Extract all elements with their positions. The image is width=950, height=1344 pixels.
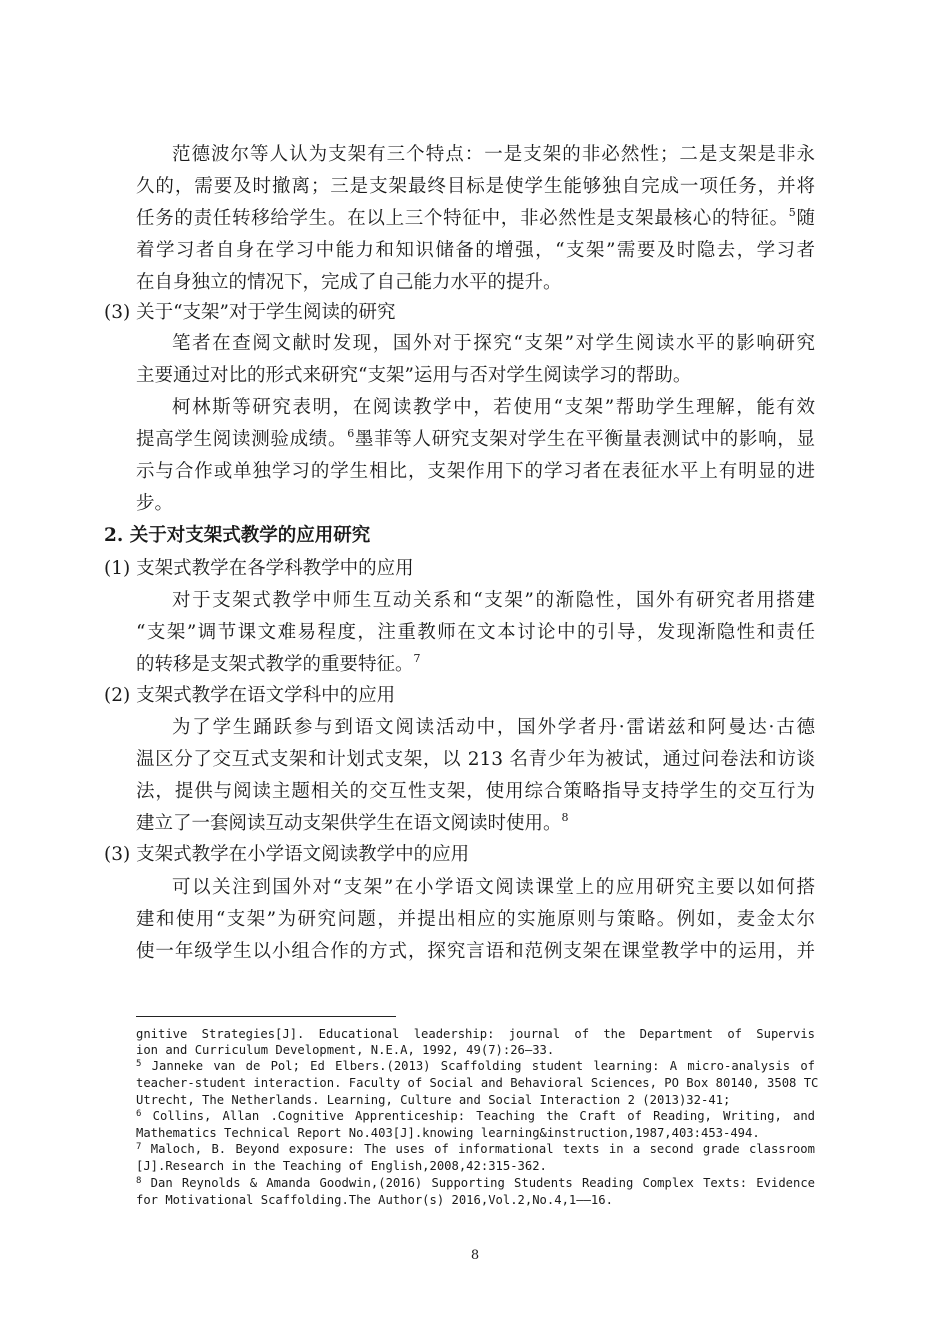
footnote-line: ion and Curriculum Development, N.E.A, 1992, 49(7):26—33. xyxy=(136,1043,555,1057)
footnote-line xyxy=(136,1058,815,1075)
footnote-ref: 8 xyxy=(561,811,569,824)
body-text: 的转移是支架式教学的重要特征。 xyxy=(136,654,414,675)
footnote-line: for Motivational Scaffolding.The Author(s) 2016,Vol.2,No.4,1——16. xyxy=(136,1193,613,1207)
footnote-text: Collins, Allan .Cognitive Apprenticeship: Teaching the Craft of Reading, Writing, and xyxy=(152,1109,816,1123)
body-line: 范德波尔等人认为支架有三个特点：一是支架的非必然性；二是支架是非永 xyxy=(172,144,815,165)
body-line: 在自身独立的情况下，完成了自己能力水平的提升。 xyxy=(136,272,562,293)
footnote-number: 6 xyxy=(136,1109,142,1119)
body-line: 步。 xyxy=(136,493,174,514)
footnote-ref: 5 xyxy=(788,206,796,219)
footnote-line: Mathematics Technical Report No.403[J].knowing learning&instruction,1987,403:453-494. xyxy=(136,1126,760,1140)
footnote-number: 8 xyxy=(136,1176,142,1186)
footnote-line: gnitive Strategies[J]. Educational leadership: journal of the Department of Supervis xyxy=(136,1027,815,1041)
footnote-number: 7 xyxy=(136,1142,142,1152)
body-line: 可以关注到国外对“支架”在小学语文阅读课堂上的应用研究主要以如何搭 xyxy=(172,877,815,898)
section-label: (3) 关于“支架”对于学生阅读的研究 xyxy=(104,302,396,323)
subsection-label: (2) 支架式教学在语文学科中的应用 xyxy=(104,685,396,706)
section-heading: 2. 关于对支架式教学的应用研究 xyxy=(104,525,371,546)
body-line: 久的，需要及时撤离；三是支架最终目标是使学生能够独自完成一项任务，并将 xyxy=(136,176,815,197)
footnote-line xyxy=(136,1175,815,1192)
footnote-ref: 6 xyxy=(347,427,355,440)
body-line: 建和使用“支架”为研究问题，并提出相应的实施原则与策略。例如，麦金太尔 xyxy=(136,909,815,930)
body-line: 对于支架式教学中师生互动关系和“支架”的渐隐性，国外有研究者用搭建 xyxy=(172,590,815,611)
footnote-line: [J].Research in the Teaching of English,2008,42:315-362. xyxy=(136,1159,547,1173)
body-text: 任务的责任转移给学生。在以上三个特征中，非必然性是支架最核心的特征。 xyxy=(136,208,789,229)
body-line xyxy=(136,649,815,680)
body-line: 法，提供与阅读主题相关的交互性支架，使用综合策略指导支持学生的交互行为 xyxy=(136,781,815,802)
footnote-text: Maloch, B. Beyond exposure: The uses of informational texts in a second grade classroom xyxy=(150,1142,815,1156)
body-line: 温区分了交互式支架和计划式支架，以 213 名青少年为被试，通过问卷法和访谈 xyxy=(136,749,815,770)
body-line: 为了学生踊跃参与到语文阅读活动中，国外学者丹·雷诺兹和阿曼达·古德 xyxy=(172,717,815,738)
footnote-line xyxy=(136,1141,815,1158)
body-line xyxy=(136,203,815,234)
body-text: 建立了一套阅读互动支架供学生在语文阅读时使用。 xyxy=(136,813,562,834)
body-line: 示与合作或单独学习的学生相比，支架作用下的学习者在表征水平上有明显的进 xyxy=(136,461,815,482)
page-number: 8 xyxy=(470,1248,480,1263)
footnote-line: teacher-student interaction. Faculty of Social and Behavioral Sciences, PO Box 80140, 3508 TC xyxy=(136,1076,819,1090)
subsection-label: (1) 支架式教学在各学科教学中的应用 xyxy=(104,558,414,579)
footnote-separator xyxy=(136,1016,396,1017)
body-line: “支架”调节课文难易程度，注重教师在文本讨论中的引导，发现渐隐性和责任 xyxy=(136,622,815,643)
body-line: 着学习者自身在学习中能力和知识储备的增强，“支架”需要及时隐去，学习者 xyxy=(136,240,815,261)
body-line: 笔者在查阅文献时发现，国外对于探究“支架”对学生阅读水平的影响研究 xyxy=(172,333,815,354)
body-text: 提高学生阅读测验成绩。 xyxy=(136,429,348,450)
body-text: 随 xyxy=(795,208,815,229)
body-line xyxy=(136,424,815,455)
footnote-ref: 7 xyxy=(413,652,421,665)
footnote-text: Janneke van de Pol; Ed Elbers.(2013) Scaffolding student learning: A micro-analysis of xyxy=(151,1059,815,1073)
footnote-line: Utrecht, The Netherlands. Learning, Culture and Social Interaction 2 (2013)32-41; xyxy=(136,1093,731,1107)
body-line xyxy=(136,808,815,839)
body-line: 主要通过对比的形式来研究“支架”运用与否对学生阅读学习的帮助。 xyxy=(136,365,692,386)
footnote-line xyxy=(136,1108,815,1125)
subsection-label: (3) 支架式教学在小学语文阅读教学中的应用 xyxy=(104,844,470,865)
body-line: 柯林斯等研究表明，在阅读教学中，若使用“支架”帮助学生理解，能有效 xyxy=(172,397,815,418)
body-line: 使一年级学生以小组合作的方式，探究言语和范例支架在课堂教学中的运用，并 xyxy=(136,941,815,962)
body-text: 墨菲等人研究支架对学生在平衡量表测试中的影响，显 xyxy=(354,429,815,450)
footnote-number: 5 xyxy=(136,1059,142,1069)
footnote-text: Dan Reynolds & Amanda Goodwin,(2016) Supporting Students Reading Complex Texts: Evidence xyxy=(150,1176,816,1190)
